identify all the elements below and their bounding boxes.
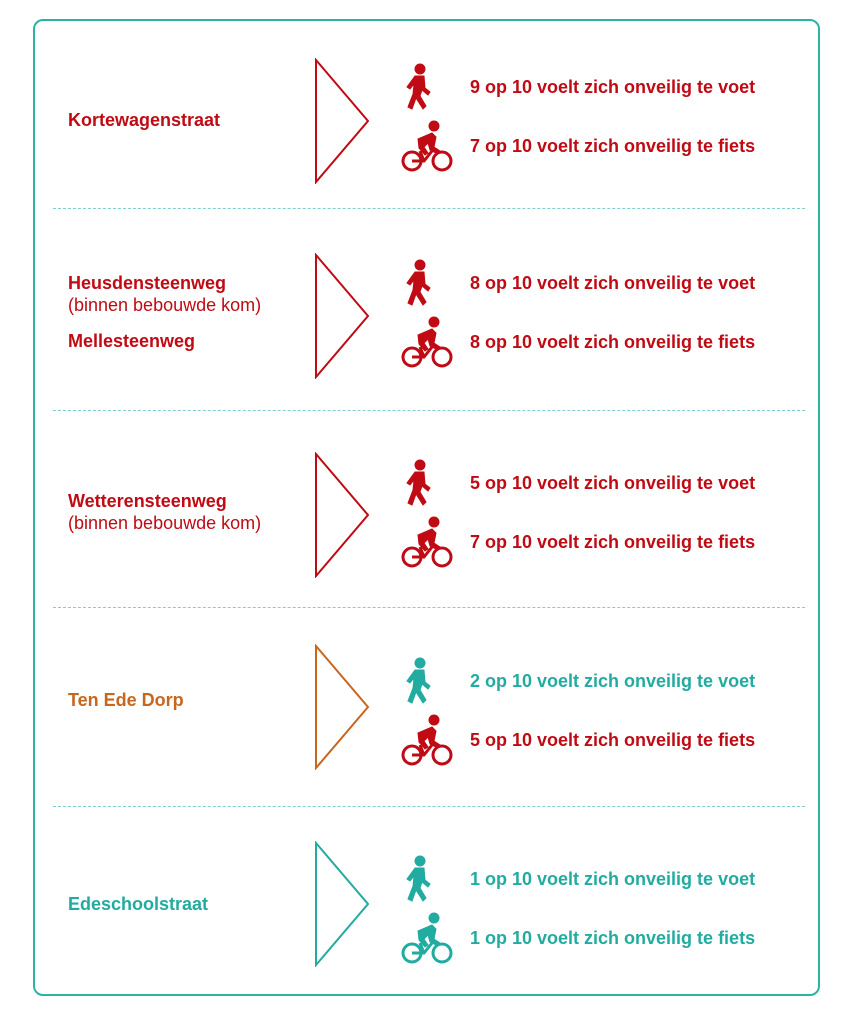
bike-row <box>398 117 838 175</box>
walk-row <box>398 850 838 908</box>
cyclist-icon <box>398 711 458 769</box>
street-name: Edeschoolstraat <box>68 894 209 914</box>
bike-stat: 7 op 10 voelt zich onveilig te fiets <box>470 136 756 156</box>
street-label <box>68 689 184 711</box>
bike-row <box>398 513 838 571</box>
street-note: (binnen bebouwde kom) <box>68 295 262 315</box>
triangle-arrow-icon <box>314 644 370 770</box>
section-divider <box>53 410 805 411</box>
street-name: Wetterensteenweg <box>68 491 227 511</box>
triangle-arrow-icon <box>314 253 370 379</box>
section-divider <box>53 607 805 608</box>
cyclist-icon <box>398 513 458 571</box>
walk-stat: 8 op 10 voelt zich onveilig te voet <box>470 273 756 293</box>
street-label <box>68 109 220 131</box>
pedestrian-icon <box>398 254 438 312</box>
triangle-arrow-icon <box>314 452 370 578</box>
pedestrian-icon <box>398 454 438 512</box>
triangle-arrow-icon <box>314 58 370 184</box>
street-name: Ten Ede Dorp <box>68 690 184 710</box>
street-label <box>68 893 208 915</box>
bike-stat: 7 op 10 voelt zich onveilig te fiets <box>470 532 756 552</box>
bike-row <box>398 711 838 769</box>
walk-stat: 5 op 10 voelt zich onveilig te voet <box>470 473 756 493</box>
section-divider <box>53 806 805 807</box>
section-divider <box>53 208 805 209</box>
triangle-arrow-icon <box>314 841 370 967</box>
bike-stat: 5 op 10 voelt zich onveilig te fiets <box>470 730 756 750</box>
pedestrian-icon <box>398 58 438 116</box>
walk-row <box>398 652 838 710</box>
cyclist-icon <box>398 117 458 175</box>
bike-stat: 8 op 10 voelt zich onveilig te fiets <box>470 332 756 352</box>
bike-stat: 1 op 10 voelt zich onveilig te fiets <box>470 928 756 948</box>
walk-row <box>398 58 838 116</box>
walk-stat: 9 op 10 voelt zich onveilig te voet <box>470 77 756 97</box>
walk-stat: 2 op 10 voelt zich onveilig te voet <box>470 671 756 691</box>
street-name: Kortewagenstraat <box>68 110 221 130</box>
bike-row <box>398 313 838 371</box>
pedestrian-icon <box>398 652 438 710</box>
street-label <box>68 490 261 534</box>
bike-row <box>398 909 838 967</box>
street-name: Heusdensteenweg <box>68 273 227 293</box>
pedestrian-icon <box>398 850 438 908</box>
walk-row <box>398 254 838 312</box>
walk-stat: 1 op 10 voelt zich onveilig te voet <box>470 869 756 889</box>
street-label <box>68 272 261 352</box>
street-note: (binnen bebouwde kom) <box>68 513 262 533</box>
walk-row <box>398 454 838 512</box>
street-name-secondary: Mellesteenweg <box>68 331 196 351</box>
cyclist-icon <box>398 313 458 371</box>
cyclist-icon <box>398 909 458 967</box>
